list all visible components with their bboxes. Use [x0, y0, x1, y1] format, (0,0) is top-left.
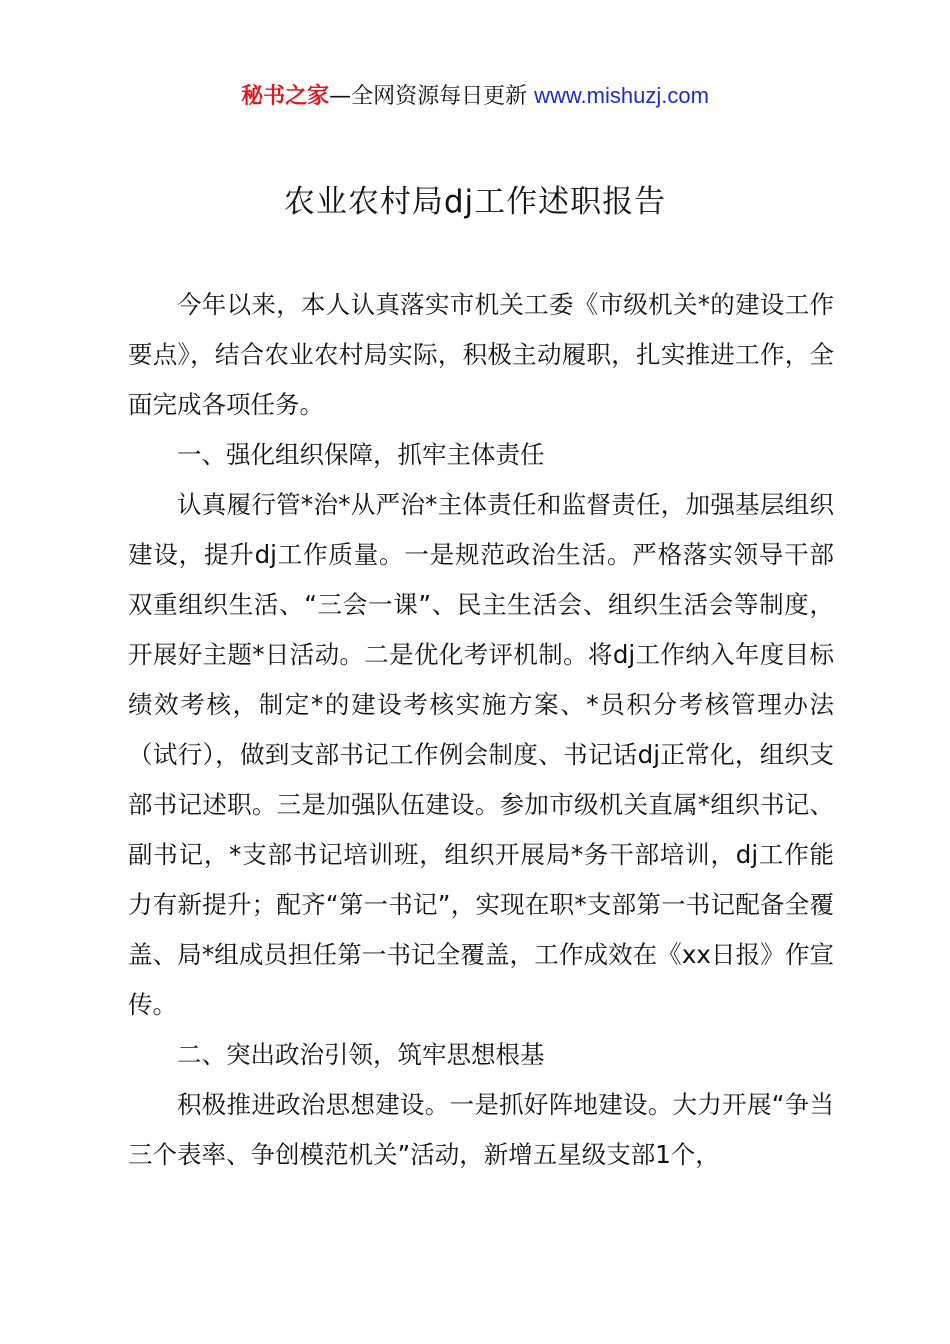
paragraph-intro: 今年以来，本人认真落实市机关工委《市级机关*的建设工作要点》，结合农业农村局实际，积极主动履职，扎实推进工作，全面完成各项任务。 [128, 290, 834, 419]
paragraph-section-2: 积极推进政治思想建设。一是抓好阵地建设。大力开展“争当三个表率、争创模范机关”活动，新增五星级支部1个， [128, 1090, 834, 1169]
paragraph-section-1: 认真履行管*治*从严治*主体责任和监督责任，加强基层组织建设，提升dj工作质量。一是规范政治生活。严格落实领导干部双重组织生活、“三会一课”、民主生活会、组织生活会等制度，开展好主题*日活动。二是优化考评机制。将dj工作纳入年度目标绩效考核，制定*的建设考核实施方案、*员积分考核管理办法（试行），做到支部书记工作例会制度、书记话dj正常化，组织支部书记述职。三是加强队伍建设。参加市级机关直属*组织书记、副书记，*支部书记培训班，组织开展局*务干部培训，dj工作能力有新提升；配齐“第一书记”，实现在职*支部第一书记配备全覆盖、局*组成员担任第一书记全覆盖，工作成效在《xx日报》作宣传。 [128, 490, 834, 1019]
document-body [128, 280, 834, 1180]
document-title: 农业农村局dj工作述职报告 [283, 184, 667, 220]
header-tagline: —全网资源每日更新 [329, 84, 535, 109]
brand-name: 秘书之家 [241, 84, 330, 109]
section-heading-2: 二、突出政治引领，筑牢思想根基 [177, 1040, 545, 1069]
section-heading-1: 一、强化组织保障，抓牢主体责任 [177, 440, 545, 469]
site-header [0, 80, 950, 113]
site-url-link[interactable]: www.mishuzj.com [534, 83, 709, 108]
